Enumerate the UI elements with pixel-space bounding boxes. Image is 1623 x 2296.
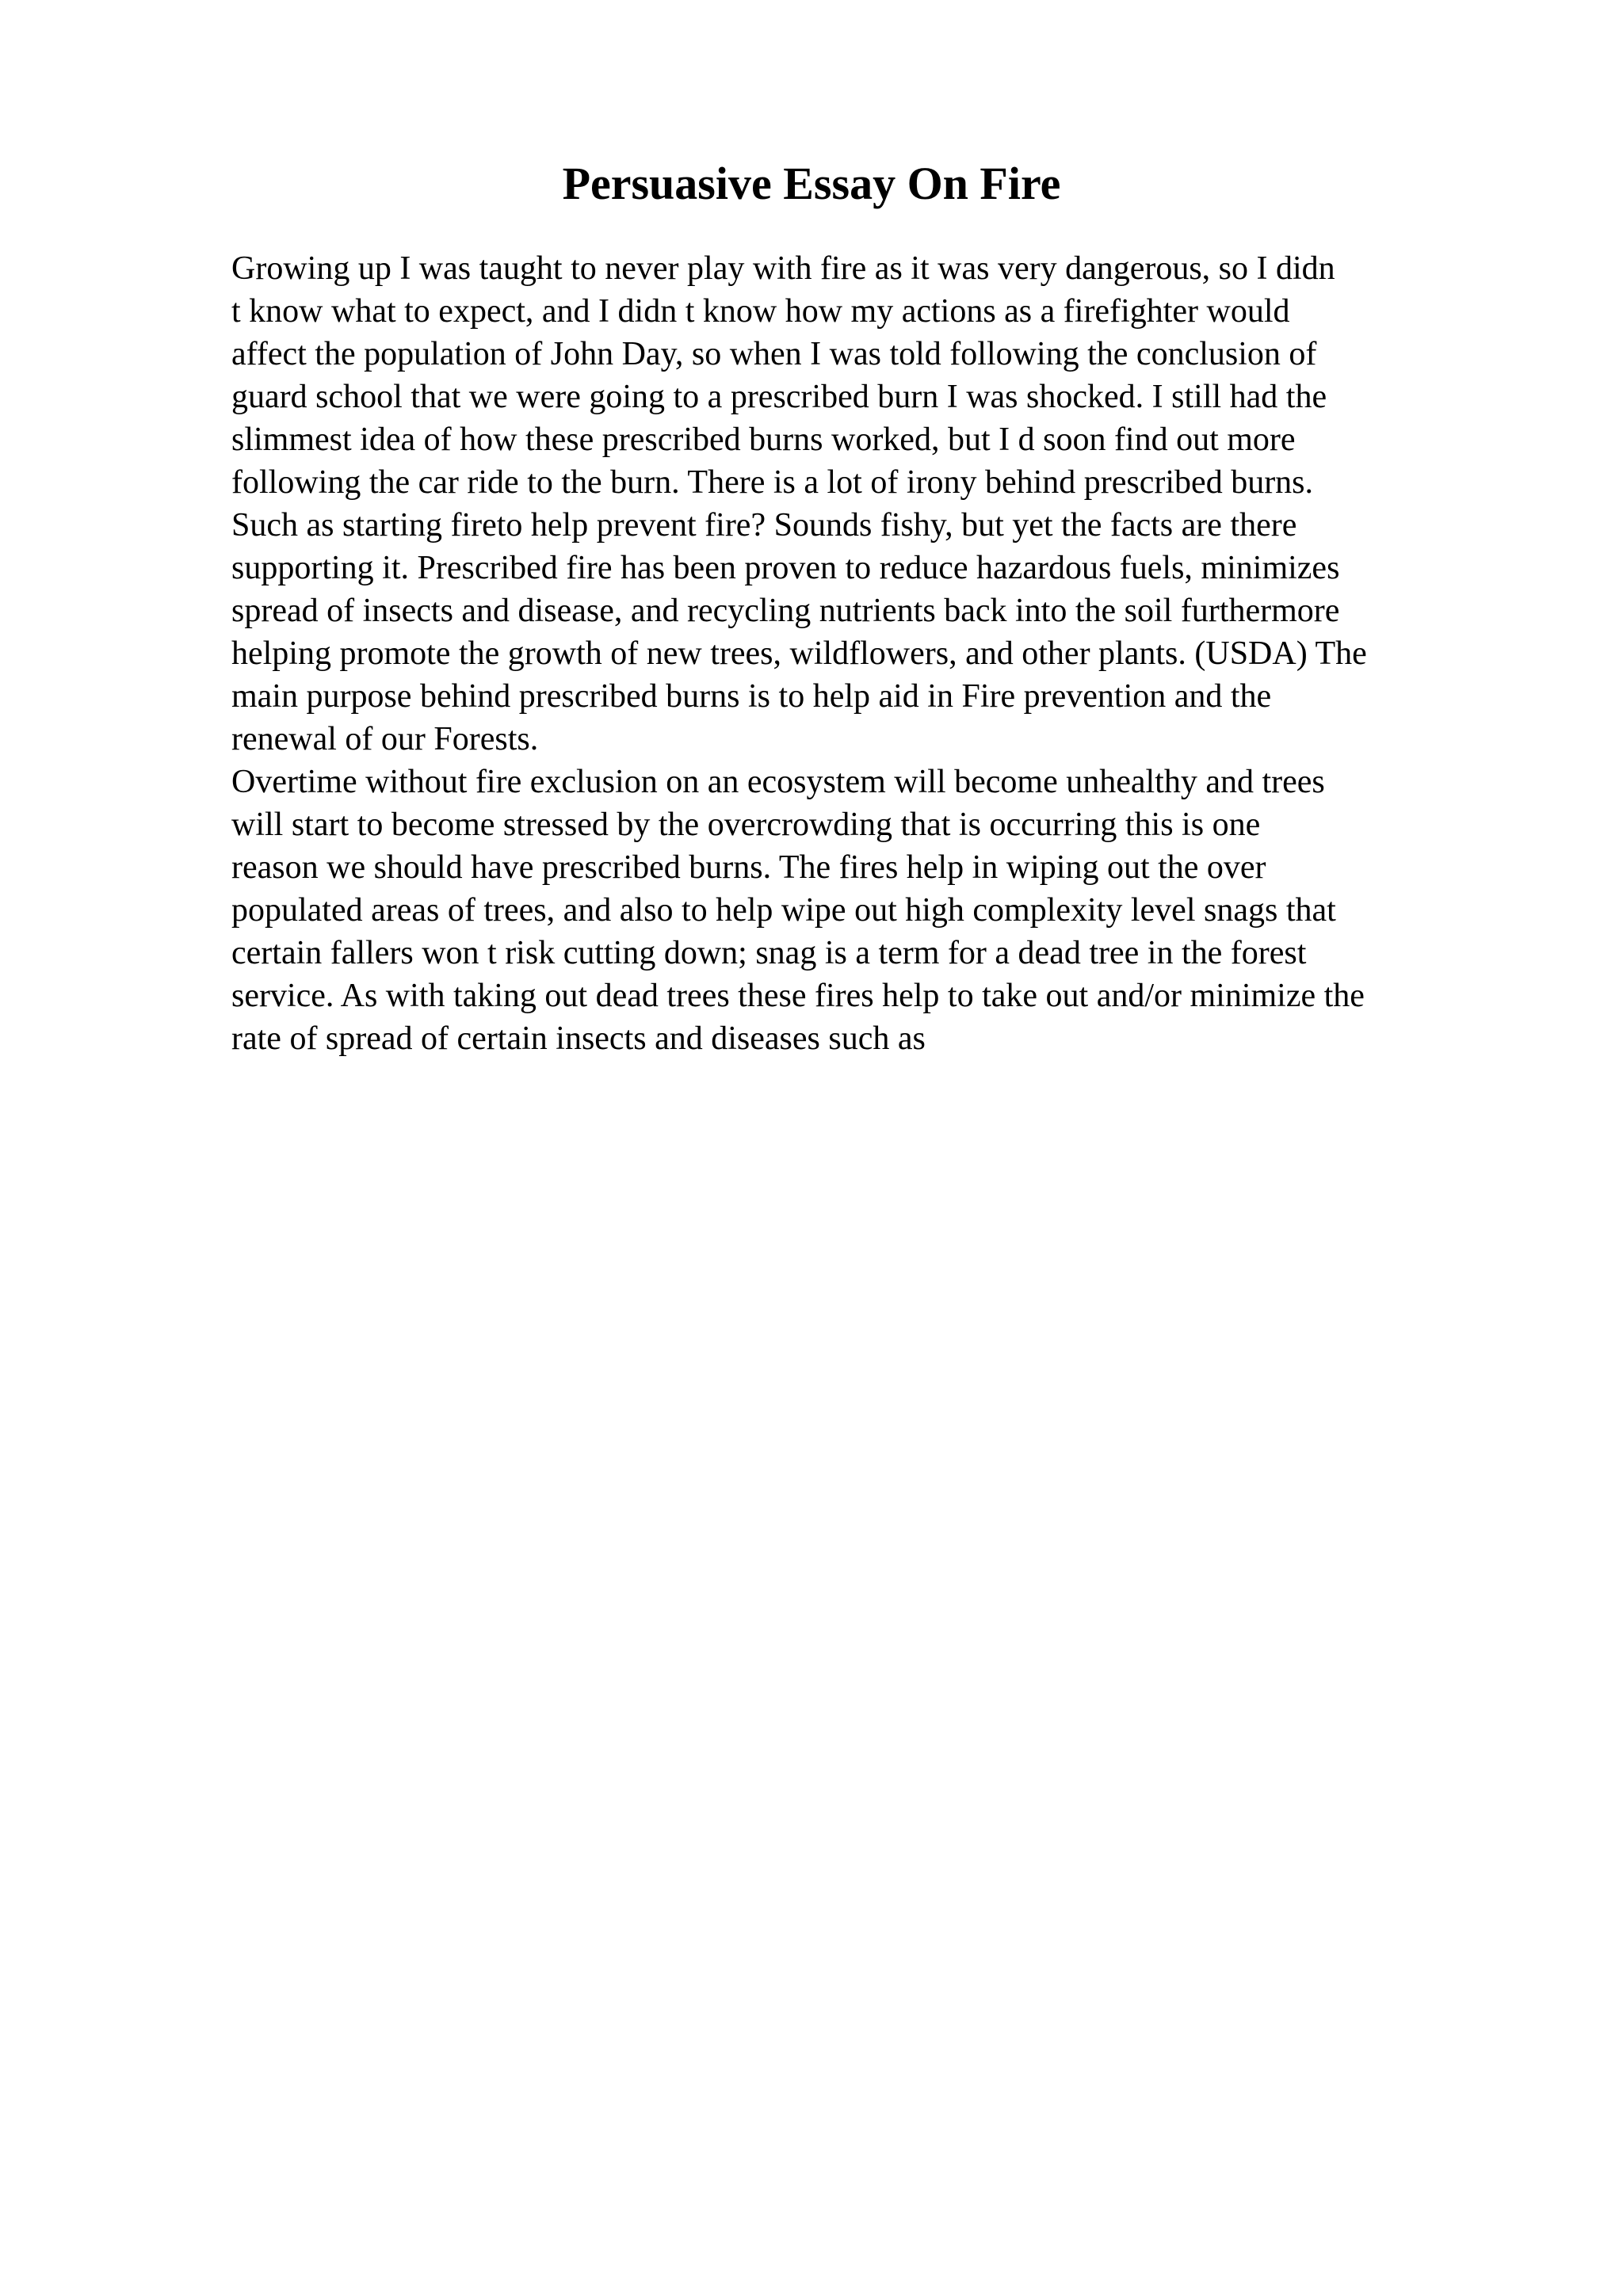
document-body (231, 247, 1579, 1060)
text-line: Overtime without fire exclusion on an ecosystem will become unhealthy and trees (231, 764, 1325, 800)
text-line: spread of insects and disease, and recycling nutrients back into the soil furthermore (231, 593, 1340, 629)
text-line: populated areas of trees, and also to help wipe out high complexity level snags that (231, 892, 1336, 929)
text-line: main purpose behind prescribed burns is to help aid in Fire prevention and the (231, 678, 1272, 715)
text-line: affect the population of John Day, so when I was told following the conclusion of (231, 336, 1317, 372)
document-title: Persuasive Essay On Fire (562, 158, 1061, 209)
text-line: rate of spread of certain insects and diseases such as (231, 1020, 926, 1057)
text-line: Growing up I was taught to never play with fire as it was very dangerous, so I didn (231, 250, 1335, 287)
text-line: Such as starting fireto help prevent fire? Sounds fishy, but yet the facts are there (231, 507, 1297, 543)
text-line: renewal of our Forests. (231, 721, 539, 757)
text-line: t know what to expect, and I didn t know how my actions as a firefighter would (231, 293, 1290, 330)
text-line: helping promote the growth of new trees, wildflowers, and other plants. (USDA) The (231, 635, 1367, 672)
text-line: will start to become stressed by the overcrowding that is occurring this is one (231, 807, 1261, 843)
text-line: following the car ride to the burn. There is a lot of irony behind prescribed burns. (231, 464, 1314, 501)
text-line: guard school that we were going to a prescribed burn I was shocked. I still had the (231, 379, 1327, 415)
text-line: certain fallers won t risk cutting down; snag is a term for a dead tree in the forest (231, 935, 1307, 971)
text-line: reason we should have prescribed burns. The fires help in wiping out the over (231, 849, 1266, 886)
text-line: slimmest idea of how these prescribed burns worked, but I d soon find out more (231, 421, 1296, 458)
text-line: supporting it. Prescribed fire has been proven to reduce hazardous fuels, minimizes (231, 550, 1340, 586)
text-line: service. As with taking out dead trees these fires help to take out and/or minimize the (231, 978, 1365, 1014)
